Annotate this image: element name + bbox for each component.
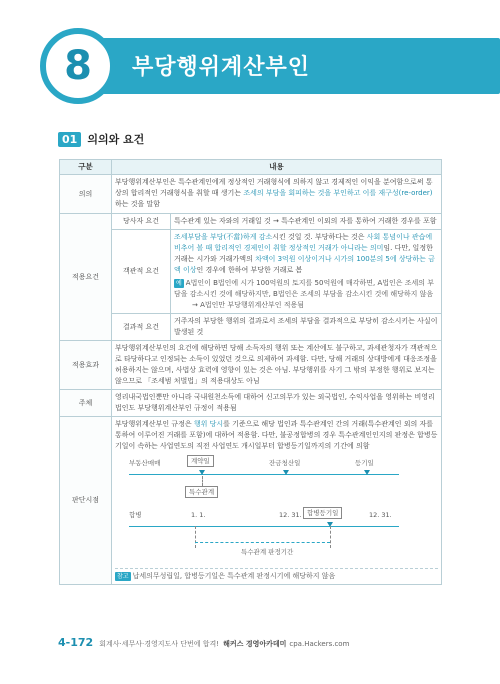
timeline-label-registration-date: 등기일: [355, 459, 374, 467]
table-row: [60, 341, 442, 390]
timeline-label-balance-date: 잔금청산일: [269, 459, 301, 467]
example-sub: → A법인만 부당행위계산부인 적용됨: [192, 301, 304, 309]
timing-text-b: 를 기준으로 해당 법인과 특수관계인 간의 거래(특수관계인 외의 자를 통하여 이루어진 거래를 포함)에 대하여 적용함. 다만, 불공정합병의 경우 특수관계인인지의 판정은 합병등기일이 속하는 사업연도의 직전 사업연도 개시일부터 합병등기일까지의 기간에 의함: [115, 420, 438, 450]
meaning-text-a: 부당행위계산부인은 특수관계인에게 정상적인 거래형식에 의하지 않고 경제적인 이익을 분여함으로써 통상의 합리적인 거래형식을 취할 때 생기는: [115, 178, 433, 197]
objective-requirement-text: [171, 230, 442, 314]
table-row: [60, 175, 442, 214]
timeline-period-line: [195, 542, 330, 543]
meaning-text-highlight: 조세의 부담을 회피하는 것을 부인하고 이를 재구성(re-order): [243, 189, 433, 197]
timeline-period-end: [330, 526, 331, 548]
footer-brand: 해커스 경영아카데미: [223, 640, 287, 648]
timing-content: [112, 417, 442, 585]
chapter-title: 부당행위계산부인: [132, 55, 311, 80]
table-row: [60, 314, 442, 341]
timeline-connector: [202, 476, 203, 486]
timeline-marker-balance: [283, 470, 289, 475]
meaning-text: [112, 175, 442, 214]
result-requirement-text: 거주자의 부당한 행위의 결과로서 조세의 부담을 결과적으로 부당히 감소시키는 사실이 발생된 것: [171, 314, 442, 341]
result-requirement-label: 결과적 요건: [112, 314, 171, 341]
example-text: A법인이 B법인에 시가 100억원의 토지를 50억원에 매각하면, A법인은 조세의 부담을 감소시킨 것에 해당하지만, B법인은 조세의 부담을 감소시킨 것에 해당하지 않음: [174, 279, 435, 298]
timeline-period-label: 특수관계 판정기간: [241, 548, 294, 556]
objective-text-c: 인 경우에 한하여 부당한 거래로 봄: [196, 266, 303, 274]
timeline-label-real-estate: 부동산매매: [129, 459, 161, 467]
footer-text: 회계사·세무사·경영지도사 단번에 합격!: [99, 640, 220, 648]
note-text: 납세의무성립일, 합병등기일은 특수관계 판정시기에 해당하지 않음: [132, 572, 336, 580]
timeline-date-2: 12. 31.: [279, 511, 302, 519]
chapter-header: [40, 28, 500, 110]
example-tag: 예: [176, 280, 182, 287]
table-row: [60, 230, 442, 314]
table-row: [60, 390, 442, 417]
timeline-diagram: [129, 454, 399, 566]
table-header-row: [60, 160, 442, 175]
timeline-label-merger: 합병: [129, 511, 142, 519]
timeline-upper-line: [129, 474, 399, 475]
timing-text-highlight: 행위 당시: [193, 420, 224, 428]
note-tag: 참고: [117, 573, 129, 580]
objective-text-b: 임. 다만, 일정한 거래는 시가와 거래가액의: [174, 244, 433, 263]
timeline-date-1: 1. 1.: [191, 511, 206, 519]
timing-text: [115, 419, 438, 452]
table-row: [60, 417, 442, 585]
objective-text-highlight-2: 사회 통념이나 관습에 비추어 볼 때 합리적인 경제인이 취할 정상적인 거래가 아니라는 의미: [174, 233, 433, 252]
timeline-merger-registration-box: 합병등기일: [303, 507, 342, 519]
row-label-subject: 주체: [60, 390, 112, 417]
objective-text-a: 시킨 것일 것. 부당하다는 것은: [272, 233, 367, 241]
row-label-meaning: 의의: [60, 175, 112, 214]
effect-text: 부당행위계산부인의 요건에 해당하면 당해 소득자의 행위 또는 계산에도 불구하고, 과세관청자가 객관적으로 타당하다고 인정되는 소득이 있었던 것으로 의제하여 과세함. 다만, 당해 거래의 상대방에게 대응조정을 허용하지는 않으며, 사법상 효력에 영향이 있는 것은 아님. 부당행위를 사기 그 밖의 부정한 행위로 보지는 않으므로 「조세범 처벌법」의 적용대상도 아님: [112, 341, 442, 390]
timeline-special-relation-box: 특수관계: [185, 486, 218, 498]
subject-text: 영리내국법인뿐만 아니라 국내원천소득에 대하여 신고의무가 있는 외국법인, 수익사업을 영위하는 비영리법인도 부당행위계산부인 규정이 적용됨: [112, 390, 442, 417]
section-heading: [58, 131, 144, 147]
timeline-marker-registration: [364, 470, 370, 475]
objective-text-highlight-3: 차액이 3억원 이상이거나 시가의 100분의 5에 상당하는 금액 이상: [174, 255, 435, 274]
timing-note: [115, 568, 438, 582]
timeline-lower-line: [129, 526, 399, 527]
row-label-effect: 적용효과: [60, 341, 112, 390]
header-category: 구분: [60, 160, 112, 175]
page-number: 4-172: [58, 636, 94, 649]
objective-text-highlight: 조세부담을 부당(不當)하게 감소: [174, 233, 273, 241]
table-row: [60, 214, 442, 230]
party-requirement-label: 당사자 요건: [112, 214, 171, 230]
timeline-marker-contract: [199, 470, 205, 475]
party-requirement-text: 특수관계 있는 자와의 거래일 것 → 특수관계인 이외의 자를 통하여 거래한 경우를 포함: [171, 214, 442, 230]
chapter-number: 8: [40, 28, 116, 104]
footer-url: cpa.Hackers.com: [289, 640, 350, 648]
header-content: 내용: [112, 160, 442, 175]
timeline-date-4: 12. 31.: [369, 511, 392, 519]
timeline-label-contract-date: 계약일: [187, 455, 214, 467]
section-title: 의의와 요건: [87, 133, 145, 146]
timing-text-a: 부당행위계산부인 규정은: [115, 420, 194, 428]
page-footer: [58, 636, 349, 649]
timeline-period-start: [195, 526, 196, 548]
meaning-text-b: 하는 것을 말함: [115, 200, 161, 208]
row-label-timing: 판단시점: [60, 417, 112, 585]
example-block: [174, 278, 438, 300]
requirements-table: [59, 159, 442, 585]
objective-requirement-label: 객관적 요건: [112, 230, 171, 314]
section-number: 01: [58, 132, 81, 147]
row-label-requirements: 적용요건: [60, 214, 112, 341]
